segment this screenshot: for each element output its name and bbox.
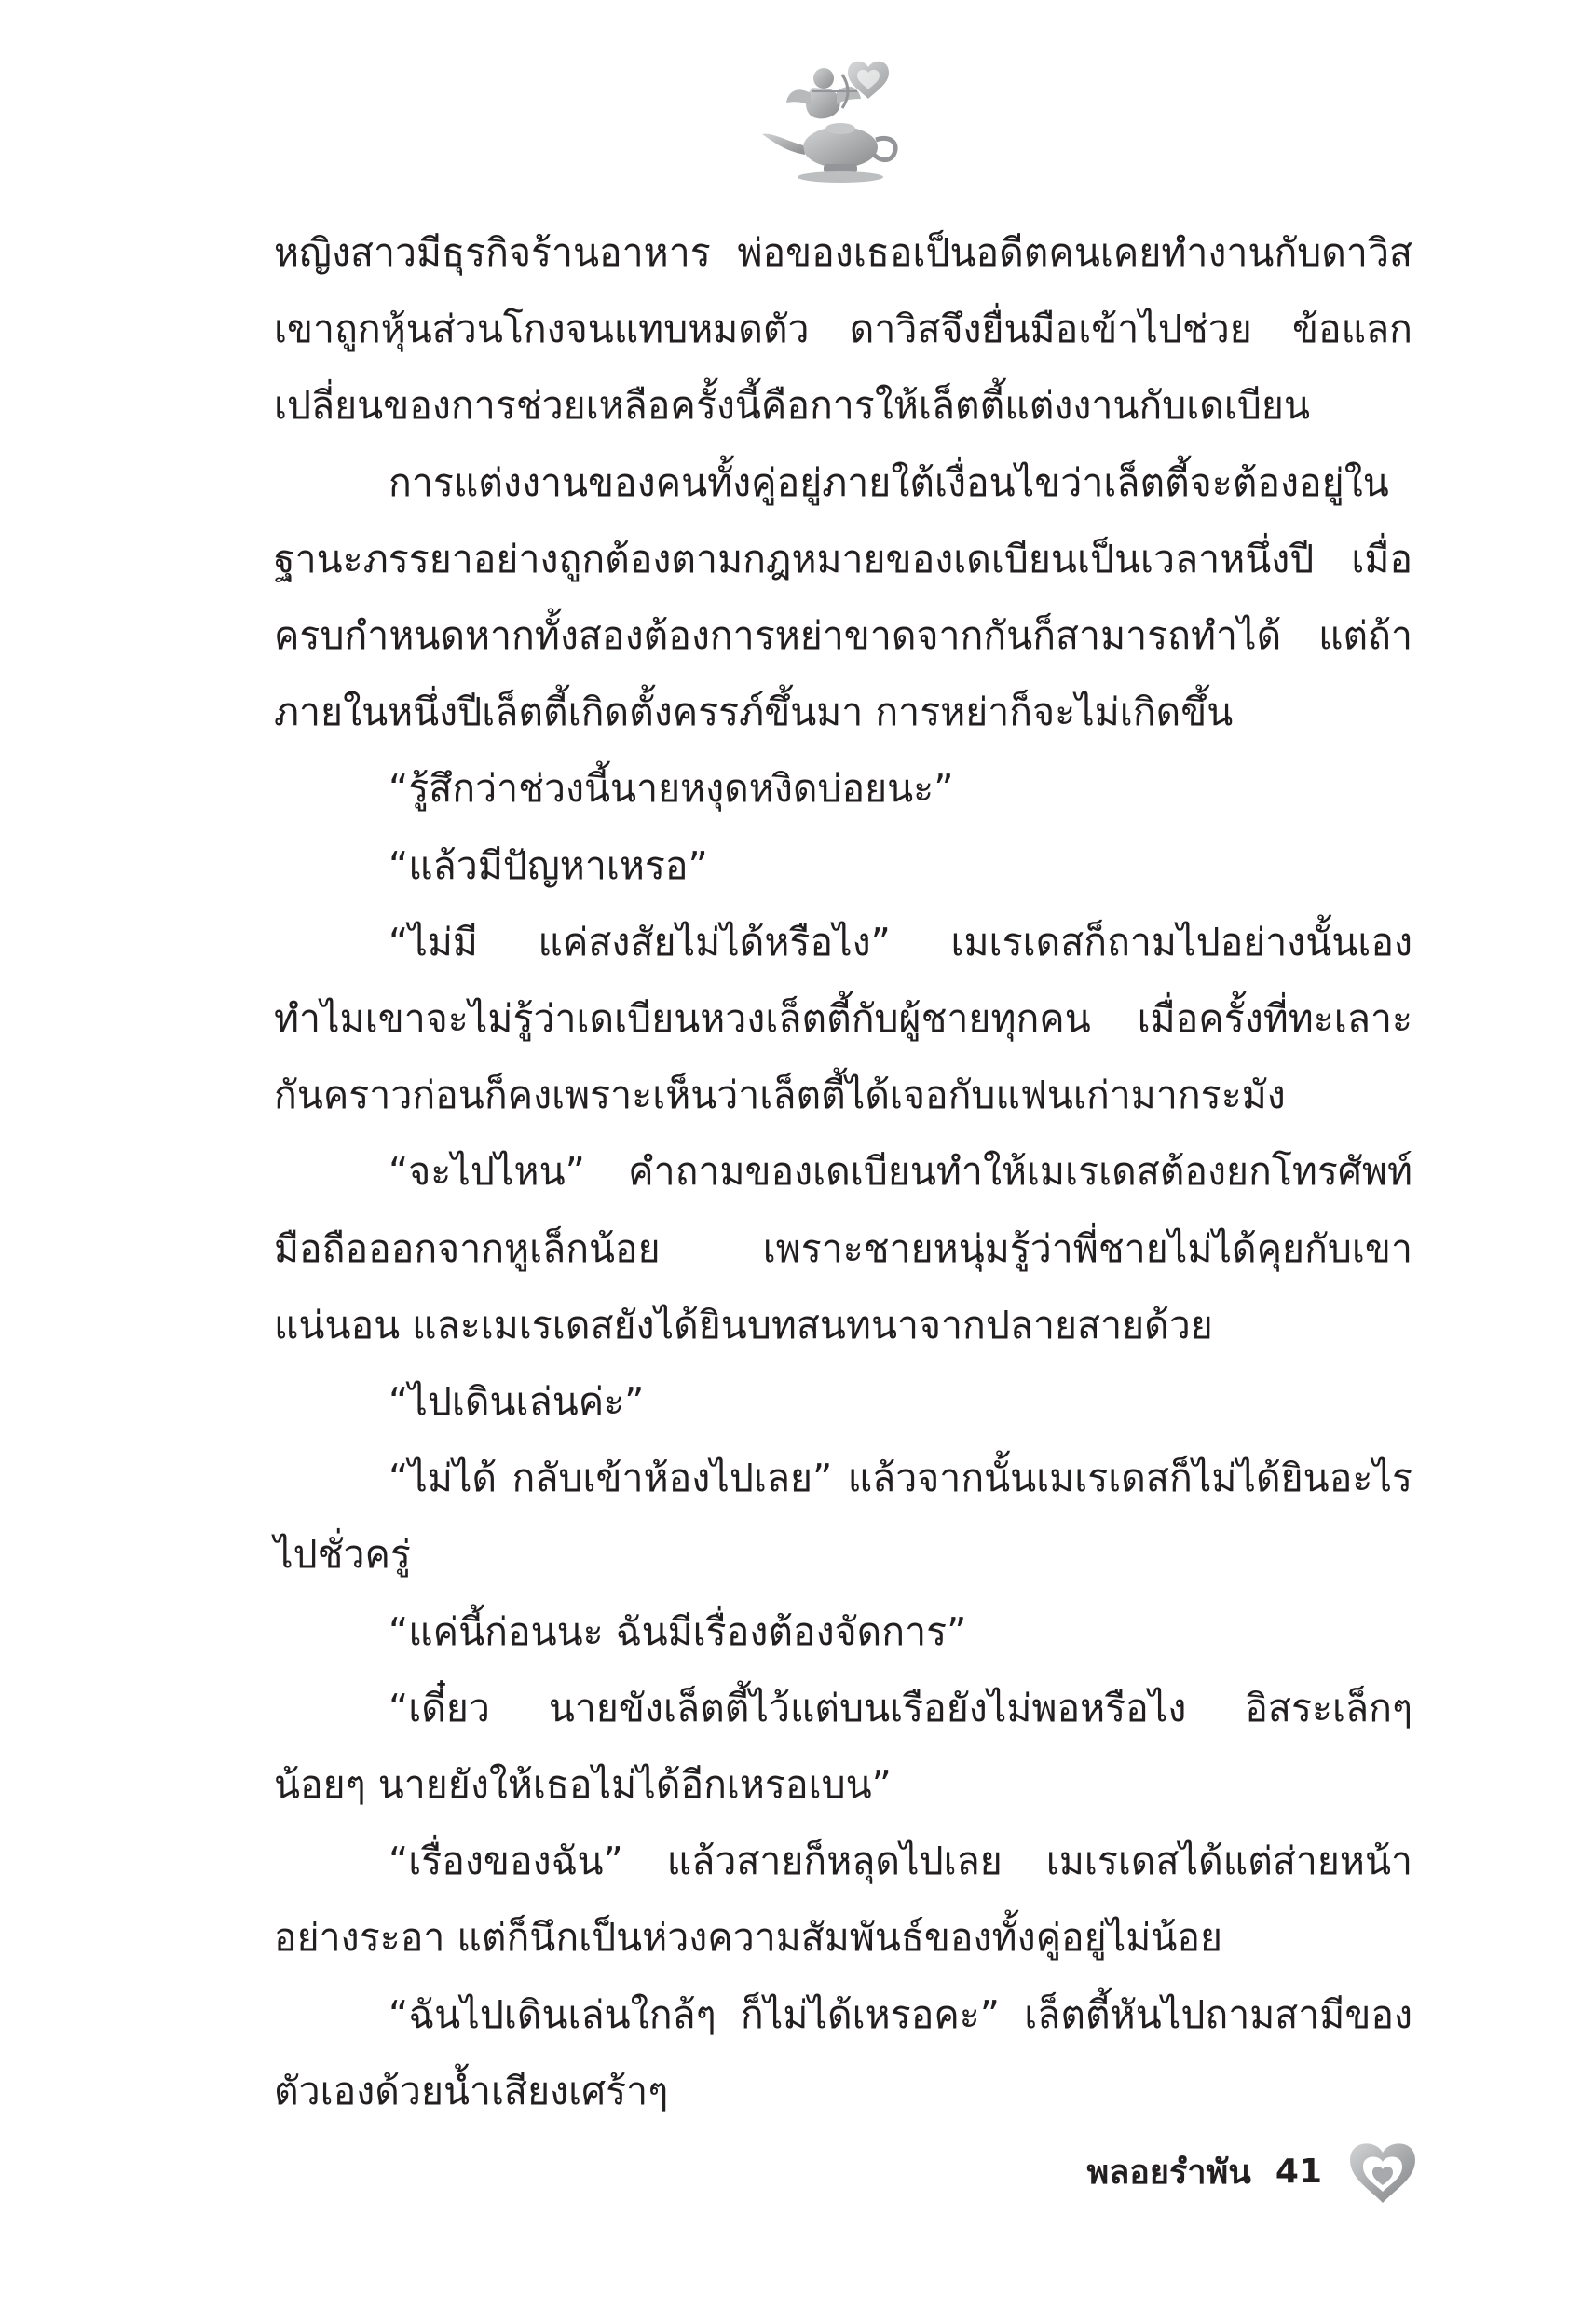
paragraph: หญิงสาวมีธุรกิจร้านอาหาร พ่อของเธอเป็นอดีตคนเคยทำงานกับดาวิส เขาถูกหุ้นส่วนโกงจนแทบหมดตัว ดาวิสจึงยื่นมือเข้าไปช่วย ข้อแลกเปลี่ยนของการช่วยเหลือครั้งนี้คือการให้เล็ตตี้แต่งงานกับเดเบียน [274,230,1412,429]
paragraph: “ไม่ได้ กลับเข้าห้องไปเลย” แล้วจากนั้นเมเรเดสก็ไม่ได้ยินอะไรไปชั่วครู่ [274,1456,1412,1578]
page-footer [1086,2134,1419,2208]
paragraph: การแต่งงานของคนทั้งคู่อยู่ภายใต้เงื่อนไขว่าเล็ตตี้จะต้องอยู่ในฐานะภรรยาอย่างถูกต้องตามกฎหมายของเดเบียนเป็นเวลาหนึ่งปี เมื่อครบกำหนดหากทั้งสองต้องการหย่าขาดจากกันก็สามารถทำได้ แต่ถ้าภายในหนึ่งปีเล็ตตี้เกิดตั้งครรภ์ขึ้นมา การหย่าก็จะไม่เกิดขึ้น [274,459,1412,735]
paragraph: “จะไปไหน” คำถามของเดเบียนทำให้เมเรเดสต้องยกโทรศัพท์มือถือออกจากหูเล็กน้อย เพราะชายหนุ่มรู้ว่าพี่ชายไม่ได้คุยกับเขาแน่นอน และเมเรเดสยังได้ยินบทสนทนาจากปลายสายด้วย [274,1149,1412,1347]
paragraph: “แค่นี้ก่อนนะ ฉันมีเรื่องต้องจัดการ” [389,1608,967,1654]
heart-ornament-icon [1346,2138,1419,2205]
book-title: พลอยรำพัน [1086,2153,1251,2192]
page-number: 41 [1275,2152,1322,2191]
paragraph: “รู้สึกว่าช่วงนี้นายหงุดหงิดบ่อยนะ” [389,766,954,812]
paragraph: “เรื่องของฉัน” แล้วสายก็หลุดไปเลย เมเรเดสได้แต่ส่ายหน้าอย่างระอา แต่ก็นึกเป็นห่วงความสัมพันธ์ของทั้งคู่อยู่ไม่น้อย [274,1839,1412,1961]
paragraph: “ฉันไปเดินเล่นใกล้ๆ ก็ไม่ได้เหรอคะ” เล็ตตี้หันไปถามสามีของตัวเองด้วยน้ำเสียงเศร้าๆ [274,1991,1412,2113]
paragraph: “เดี๋ยว นายขังเล็ตตี้ไว้แต่บนเรือยังไม่พอหรือไง อิสระเล็กๆ น้อยๆ นายยังให้เธอไม่ได้อีกเหรอเบน” [274,1685,1412,1808]
paragraph: “ไปเดินเล่นค่ะ” [389,1379,645,1425]
cupid-teapot-ornament-icon [757,54,915,185]
paragraph: “แล้วมีปัญหาเหรอ” [389,842,708,888]
paragraph: “ไม่มี แค่สงสัยไม่ได้หรือไง” เมเรเดสก็ถามไปอย่างนั้นเอง ทำไมเขาจะไม่รู้ว่าเดเบียนหวงเล็ตตี้กับผู้ชายทุกคน เมื่อครั้งที่ทะเลาะกันคราวก่อนก็คงเพราะเห็นว่าเล็ตตี้ได้เจอกับแฟนเก่ามากระมัง [274,919,1412,1118]
body-text [274,214,1412,2129]
